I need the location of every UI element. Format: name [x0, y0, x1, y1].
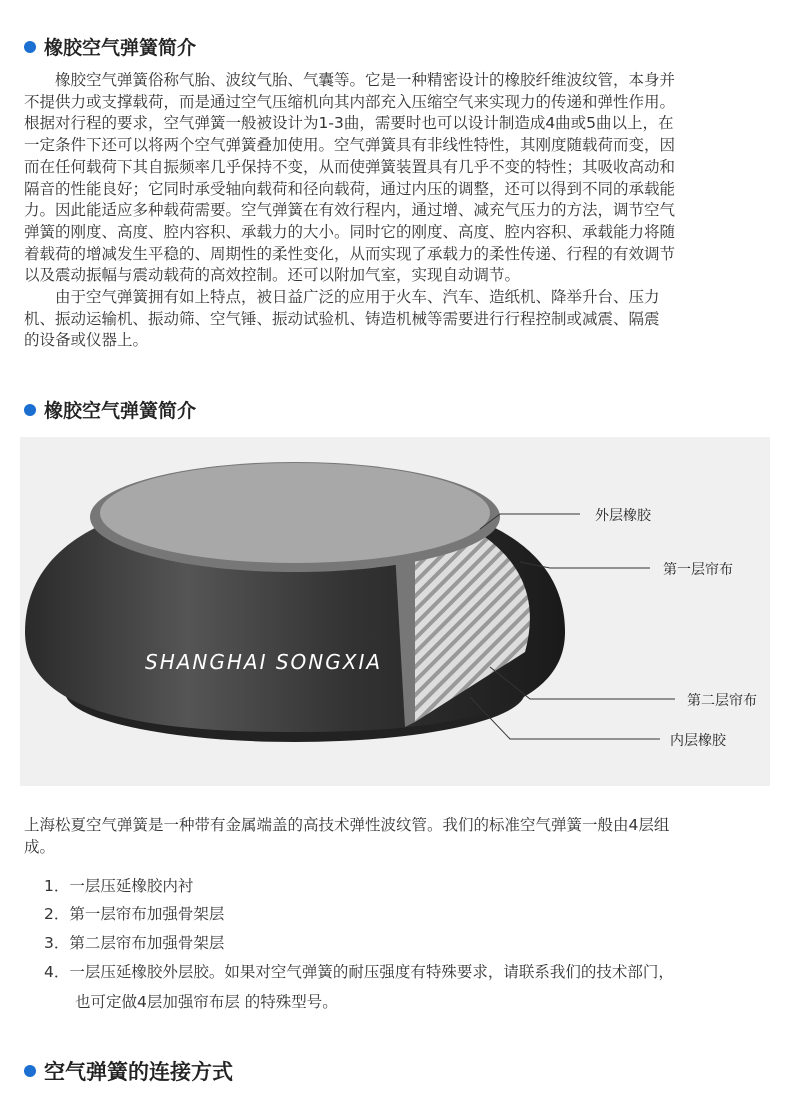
air-spring-diagram — [20, 437, 770, 786]
text-line: 力。因此能适应多种载荷需要。空气弹簧在有效行程内，通过增、减充气压力的方法，调节空气 — [24, 201, 676, 220]
label-outer-rubber: 外层橡胶 — [595, 508, 651, 524]
brand-text: SHANGHAI SONGXIA — [145, 650, 383, 674]
text-line: 橡胶空气弹簧俗称气胎、波纹气胎、气囊等。它是一种精密设计的橡胶纤维波纹管，本身并 — [24, 71, 676, 89]
list-item: 2．第一层帘布加强骨架层 — [44, 905, 225, 923]
heading-text: 空气弹簧的连接方式 — [44, 1060, 233, 1084]
text-line: 由于空气弹簧拥有如上特点，被日益广泛的应用于火车、汽车、造纸机、降举升台、压力 — [24, 288, 660, 307]
text-line: 上海松夏空气弹簧是一种带有金属端盖的高技术弹性波纹管。我们的标准空气弹簧一般由4层组 — [24, 816, 670, 834]
list-item: 也可定做4层加强帘布层 的特殊型号。 — [44, 993, 338, 1011]
bullet-icon — [24, 404, 36, 416]
text-line: 以及震动振幅与震动载荷的高效控制。还可以附加气室，实现自动调节。 — [24, 266, 521, 285]
text-line: 根据对行程的要求，空气弹簧一般被设计为1-3曲，需要时也可以设计制造成4曲或5曲以上，在 — [24, 114, 674, 133]
list-item: 1．一层压延橡胶内衬 — [44, 877, 194, 895]
air-spring-illustration — [20, 437, 770, 786]
label-first-ply: 第一层帘布 — [663, 562, 733, 578]
label-inner-rubber: 内层橡胶 — [670, 733, 726, 749]
heading-text: 橡胶空气弹簧简介 — [44, 400, 197, 422]
text-line: 隔音的性能良好；它同时承受轴向载荷和径向载荷，通过内压的调整，还可以得到不同的承载能 — [24, 179, 676, 198]
text-line: 弹簧的刚度、高度、腔内容积、承载力的大小。同时它的刚度、高度、腔内容积、承载能力将随 — [24, 222, 676, 241]
text-line: 一定条件下还可以将两个空气弹簧叠加使用。空气弹簧具有非线性特性，其刚度随载荷而变，因 — [24, 136, 676, 155]
section-heading — [24, 33, 196, 60]
heading-text: 橡胶空气弹簧简介 — [44, 37, 197, 59]
label-second-ply: 第二层帘布 — [687, 693, 757, 709]
section-heading — [24, 1056, 233, 1086]
section-heading — [24, 396, 196, 423]
text-line: 机、振动运输机、振动筛、空气锤、振动试验机、铸造机械等需要进行行程控制或减震、隔震 — [24, 309, 660, 328]
text-line: 成。 — [24, 837, 56, 856]
bullet-icon — [24, 1065, 36, 1077]
text-line: 着载荷的增减发生平稳的、周期性的柔性变化，从而实现了承载力的柔性传递、行程的有效调节 — [24, 244, 676, 263]
list-item: 4．一层压延橡胶外层胶。如果对空气弹簧的耐压强度有特殊要求，请联系我们的技术部门， — [44, 963, 674, 981]
text-line: 的设备或仪器上。 — [24, 331, 149, 350]
structure-paragraph — [24, 815, 774, 858]
list-item: 3．第二层帘布加强骨架层 — [44, 934, 225, 952]
bullet-icon — [24, 41, 36, 53]
intro-paragraph — [24, 70, 774, 352]
text-line: 而在任何载荷下其自振频率几乎保持不变，从而使弹簧装置具有几乎不变的特性；其吸收高动和 — [24, 157, 676, 176]
text-line: 不提供力或支撑载荷，而是通过空气压缩机向其内部充入压缩空气来实现力的传递和弹性作用。 — [24, 92, 676, 111]
